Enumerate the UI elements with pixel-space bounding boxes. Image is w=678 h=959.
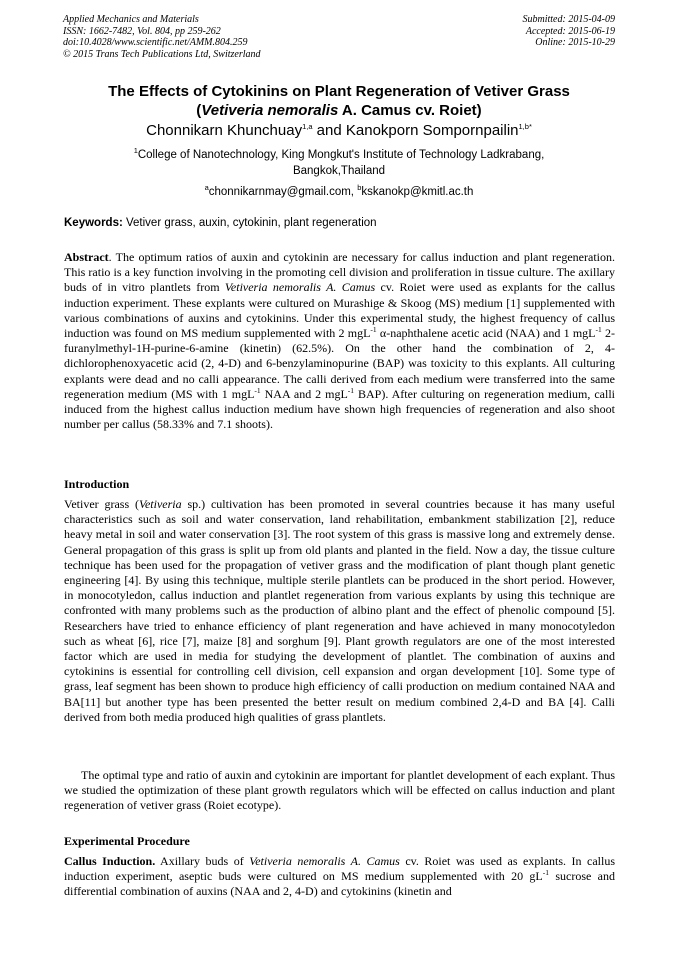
title-line-2 (40, 101, 638, 120)
abstract-text-1: . The optimum ratios of auxin and cytokinin are necessary for callus induction and plant regeneration. This ratio is a key function involving in the promoting cell division and proliferation in tissue culture. The axillary buds of in vitro plantlets from (64, 250, 615, 295)
abstract-text-6: BAP). After culturing on regeneration medium, calli induced from the highest callus induction medium have shown high frequencies of regeneration and also shoot number per callus (58.33% and 7.1 shoots). (64, 386, 615, 432)
exp-text-2: cv. Roiet was used as explants. In callus induction experiment, aseptic buds were cultured on MS medium supplemented with 20 gL (64, 854, 615, 884)
keywords (64, 216, 616, 230)
affiliation-institute: College of Nanotechnology, King Mongkut's Institute of Technology Ladkrabang, (137, 149, 545, 161)
email-author-2[interactable]: kskanokp@kmitl.ac.th (361, 186, 474, 198)
journal-copyright: © 2015 Trans Tech Publications Ltd, Switzerland (63, 48, 261, 60)
abstract-text-3: α-naphthalene acetic acid (NAA) and 1 mgL (376, 326, 596, 341)
callus-induction-paragraph (64, 854, 615, 900)
author-1: Chonnikarn Khunchuay (146, 122, 303, 139)
introduction-heading: Introduction (64, 477, 130, 491)
journal-doi[interactable]: doi:10.4028/www.scientific.net/AMM.804.259 (63, 37, 248, 48)
experimental-heading: Experimental Procedure (64, 834, 190, 848)
email-author-1[interactable]: chonnikarnmay@gmail.com, (208, 186, 358, 198)
author-2-affiliation: 1,b* (518, 122, 532, 131)
author-1-affiliation: 1,a (302, 122, 313, 131)
title-cultivar: A. Camus cv. Roiet) (338, 102, 482, 119)
intro-text-2: sp.) cultivation has been promoted in several countries because it has many useful characteristics such as soil and water conservation, land rehabilitation, embankment stabilization [2], reduce heavy metal in soil and water conservation [3]. The root system of this grass is massive long and extremely dense. General propagation of this grass is split up from old plants and planted in the field. Now a day, the tissue culture technique has been used for the propagation of vetiver grass and the modification of plant though plant genetic engineering [4]. By using this technique, multiple sterile plantlets can be produced in the short period. However, in monocotyledon, callus induction and plantlet regeneration from various explants by using this technique are confronted with many problems such as the production of albino plant and the effect of phenolic compound [5]. Researchers have tried to enhance efficiency of plant regeneration and have achieved in many monocotyledon such as wheat [6], rice [7], maize [8] and sorghum [9]. Plant growth regulators are one of the most interested factor which are used in media for studying the development of plantlet. The combination of auxins and cytokinins is essential for controlling cell division, cell expansion and organ development [10]. Some type of grass, leaf segment has been shown to produce high efficiency of calli production on medium contained NAA and BA[11] but another type has been presented the better result on medium combined 2,4-D and BA [4]. Calli derived from both media produced high qualities of grass plantlets. (64, 497, 615, 724)
online-date: Online: 2015-10-29 (535, 37, 615, 48)
exp-text-1: Axillary buds of (155, 854, 250, 868)
email-marker-a: a (204, 183, 209, 193)
affiliation-line-2: Bangkok,Thailand (292, 164, 386, 177)
keywords-label: Keywords: (64, 217, 123, 229)
abstract-species: Vetiveria nemoralis A. Camus (224, 280, 376, 295)
introduction-paragraph-2: The optimal type and ratio of auxin and cytokinin are important for plantlet development of each explant. Thus we studied the optimization of these plant growth regulators which will be effected on callus induction and plant regeneration of vetiver grass (Roiet ecotype). (64, 768, 615, 813)
unit-exponent: -1 (370, 325, 377, 335)
intro-species: Vetiveria (138, 497, 182, 511)
unit-exponent: -1 (542, 868, 550, 878)
title-species: Vetiveria nemoralis (201, 102, 339, 119)
journal-info (63, 14, 261, 60)
author-list (40, 122, 638, 140)
submitted-date: Submitted: 2015-04-09 (522, 14, 615, 25)
email-marker-b: b (357, 183, 362, 193)
author-separator: and (312, 122, 346, 139)
abstract-label: Abstract (64, 250, 109, 264)
accepted-date: Accepted: 2015-06-19 (525, 25, 615, 37)
title-paren: ( (196, 102, 202, 119)
author-2: Kanokporn Sompornpailin (345, 122, 519, 139)
journal-name: Applied Mechanics and Materials (63, 14, 199, 25)
affiliation-line-1 (40, 148, 638, 164)
affiliation (40, 148, 638, 179)
callus-induction-label: Callus Induction. (64, 854, 156, 868)
title-line-1: The Effects of Cytokinins on Plant Regeneration of Vetiver Grass (108, 83, 570, 100)
exp-text-3: sucrose and differential combination of auxins (NAA and 2, 4-D) and cytokinins (kinetin and (64, 869, 615, 899)
abstract-text-4: 2-furanylmethyl-1H-purine-6-amine (kinetin) (62.5%). On the other hand the combination of 2, 4-dichlorophenoxyacetic acid (2, 4-D) and 6-benzylaminopurine (BAP) was toxicity to this explants. All culturing explants were dead and no calli appearance. The calli derived from each medium were transferred into the same regeneration medium (MS with 1 mgL (64, 326, 615, 401)
author-emails (40, 185, 638, 199)
unit-exponent: -1 (254, 385, 261, 395)
unit-exponent: -1 (347, 385, 355, 395)
affiliation-marker: 1 (133, 146, 138, 156)
intro-text-1: Vetiver grass ( (64, 497, 139, 511)
publication-dates (523, 14, 616, 49)
abstract-text-2: cv. Roiet were used as explants for the callus induction experiment. These explants were cultured on Murashige & Skoog (MS) medium [1] supplemented with various combinations of auxins and cytokinins. Under this experimental study, the highest frequency of callus induction was found on MS medium supplemented with 2 mgL (64, 280, 615, 341)
keywords-text: Vetiver grass, auxin, cytokinin, plant regeneration (122, 217, 377, 229)
abstract-paragraph (64, 250, 615, 432)
journal-issn: ISSN: 1662-7482, Vol. 804, pp 259-262 (63, 25, 221, 37)
paper-title (40, 82, 638, 120)
exp-species: Vetiveria nemoralis A. Camus (249, 854, 400, 868)
unit-exponent: -1 (595, 325, 602, 335)
abstract-text-5: NAA and 2 mgL (260, 386, 348, 401)
introduction-paragraph-1 (64, 497, 615, 725)
